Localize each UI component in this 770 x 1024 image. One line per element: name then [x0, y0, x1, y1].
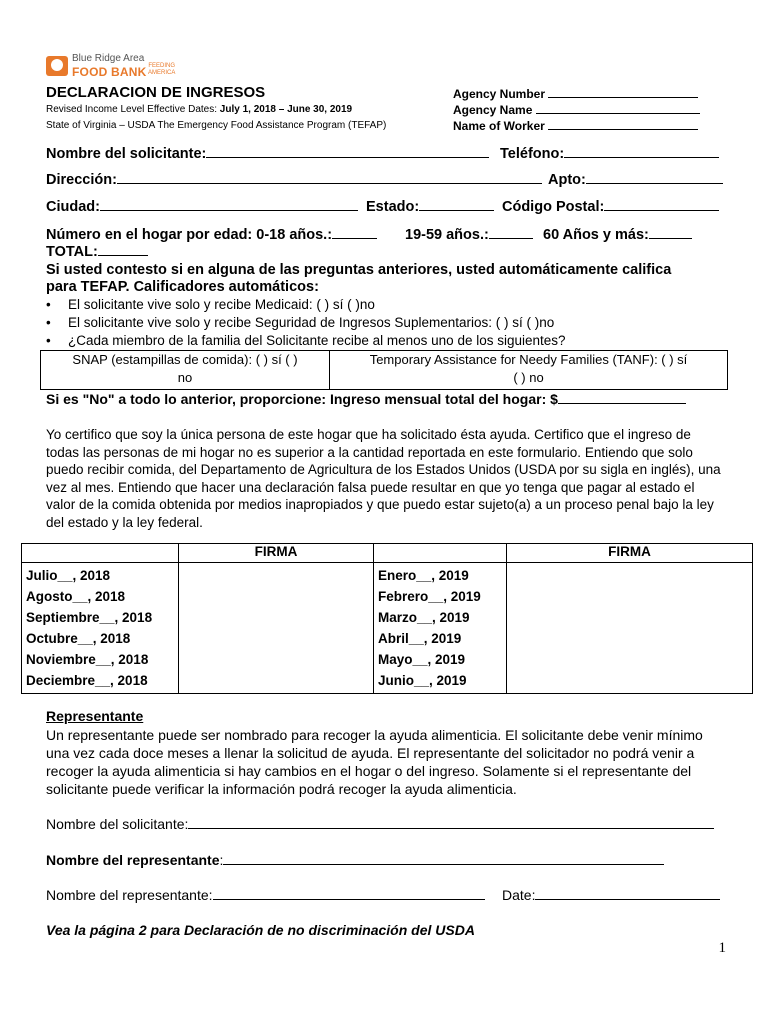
nondiscrimination-note: Vea la página 2 para Declaración de no discriminación del USDA: [46, 922, 475, 938]
bullet-icon: •: [46, 297, 51, 312]
document-title: DECLARACION DE INGRESOS: [46, 84, 266, 101]
benefits-box: [40, 350, 728, 390]
household-age-0-18-field[interactable]: Número en el hogar por edad: 0-18 años.:: [46, 227, 377, 243]
household-age-19-59-field[interactable]: 19-59 años.:: [405, 227, 533, 243]
monthly-income-field[interactable]: Si es "No" a todo lo anterior, proporcione: Ingreso mensual total del hogar: $: [46, 391, 686, 407]
rep-applicant-name-field[interactable]: Nombre del solicitante:: [46, 816, 714, 832]
representative-text: Un representante puede ser nombrado para recoger la ayuda alimenticia. El solicitante debe venir mínimo una vez cada doce meses a llenar la solicitud de ayuda. El representante del solicitador no podrá venir a recoger la ayuda alimenticia si hay cambios en el hogar o del ingreso. Solamente si el representante del solicitante puede verificar la información podrá recoger la ayuda alimenticia.: [46, 727, 703, 797]
date-field[interactable]: Date:: [502, 887, 720, 903]
worker-name-field[interactable]: Name of Worker: [453, 119, 698, 133]
months-left-column: Julio__, 2018 Agosto__, 2018 Septiembre__, 2018 Octubre__, 2018 Noviembre__, 2018 Deciembre__, 2018: [22, 563, 179, 694]
state-field[interactable]: Estado:: [366, 199, 494, 215]
apt-field[interactable]: Apto:: [548, 172, 723, 188]
logo-line1: Blue Ridge Area: [72, 53, 145, 64]
firma-header-left: FIRMA: [179, 544, 374, 563]
household-age-60-field[interactable]: 60 Años y más:: [543, 227, 692, 243]
firma-header-right: FIRMA: [507, 544, 753, 563]
food-bank-logo-icon: [46, 56, 68, 76]
representative-heading: Representante: [46, 708, 144, 724]
bullet-icon: •: [46, 315, 51, 330]
list-item[interactable]: • El solicitante vive solo y recibe Medicaid: ( ) sí ( )no: [46, 297, 375, 312]
logo-line2: FOOD BANK: [72, 65, 147, 79]
tanf-option[interactable]: Temporary Assistance for Needy Families (TANF): ( ) sí ( ) no: [369, 352, 688, 385]
signature-cell-right[interactable]: [507, 563, 753, 694]
signature-table: [21, 543, 753, 694]
rep-name-field-bold[interactable]: Nombre del representante:: [46, 852, 664, 868]
zip-field[interactable]: Código Postal:: [502, 199, 719, 215]
household-total-field[interactable]: TOTAL:: [46, 244, 148, 260]
page-number: 1: [718, 940, 726, 956]
address-field[interactable]: Dirección:: [46, 172, 542, 188]
signature-cell-left[interactable]: [179, 563, 374, 694]
list-item[interactable]: • El solicitante vive solo y recibe Seguridad de Ingresos Suplementarios: ( ) sí ( )no: [46, 315, 555, 330]
partner-logo: FEEDING AMERICA: [148, 63, 176, 76]
city-field[interactable]: Ciudad:: [46, 199, 358, 215]
agency-number-field[interactable]: Agency Number: [453, 87, 698, 101]
agency-name-field[interactable]: Agency Name: [453, 103, 700, 117]
list-item: • ¿Cada miembro de la familia del Solicitante recibe al menos uno de los siguientes?: [46, 333, 566, 348]
bullet-icon: •: [46, 333, 51, 348]
rep-name-field[interactable]: Nombre del representante:: [46, 887, 485, 903]
program-line: State of Virginia – USDA The Emergency Food Assistance Program (TEFAP): [46, 120, 387, 131]
auto-qualify-line1: Si usted contesto si en alguna de las preguntas anteriores, usted automáticamente califica: [46, 262, 672, 278]
certification-text: Yo certifico que soy la única persona de este hogar que ha solicitado ésta ayuda. Certifico que el ingreso de todas las personas de mi hogar no es superior a la cantidad reportada en este formulario. Entiendo que solo puedo recibir comida, del Departamento de Agricultura de los Estados Unidos (USDA por su sigla en inglés), una vez al mes. Entiendo que hacer una declaración falsa puede resultar en que yo tenga que pagar al estado el valor de la comida obtenida por medios inapropiados y que puedo estar sujeto(a) a un proceso penal bajo la ley del estado y la ley federal.: [46, 427, 721, 530]
applicant-name-field[interactable]: Nombre del solicitante:: [46, 146, 489, 162]
snap-option[interactable]: SNAP (estampillas de comida): ( ) sí ( ) no: [41, 351, 330, 389]
auto-qualify-line2: para TEFAP. Calificadores automáticos:: [46, 279, 319, 295]
phone-field[interactable]: Teléfono:: [500, 146, 719, 162]
effective-dates: Revised Income Level Effective Dates: July 1, 2018 – June 30, 2019: [46, 104, 353, 115]
months-right-column: Enero__, 2019 Febrero__, 2019 Marzo__, 2019 Abril__, 2019 Mayo__, 2019 Junio__, 2019: [374, 563, 507, 694]
